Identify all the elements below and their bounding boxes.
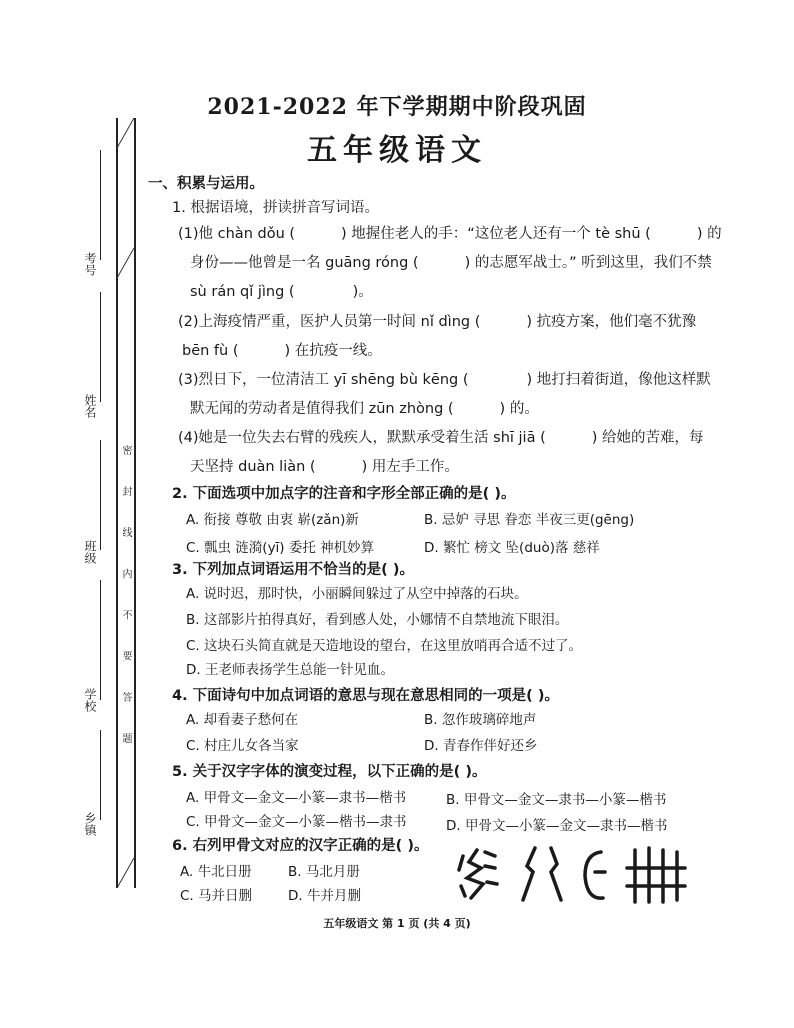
label-name: 姓名 — [83, 394, 97, 418]
q3-option-d[interactable]: D. 王老师表扬学生总能一针见血。 — [186, 662, 394, 678]
q5-option-d[interactable]: D. 甲骨文—小篆—金文—隶书—楷书 — [446, 818, 668, 834]
q2-option-d[interactable]: D. 繁忙 榜文 坠(duò)落 慈祥 — [424, 540, 600, 556]
field-township[interactable] — [100, 730, 101, 820]
q2-prompt: 2. 下面选项中加点字的注音和字形全部正确的是( )。 — [172, 486, 516, 502]
q4-option-a[interactable]: A. 却看妻子愁何在 — [186, 712, 299, 728]
page-footer: 五年级语文 第 1 页 (共 4 页) — [323, 917, 471, 930]
section-heading: 一、积累与运用。 — [148, 176, 264, 192]
q1-l6-a: (3)烈日下，一位清洁工 yī shēng bù kēng ( — [178, 372, 469, 388]
q5-option-b[interactable]: B. 甲骨文—金文—隶书—小篆—楷书 — [446, 792, 667, 808]
q1-l4-b: ) 抗疫方案，他们毫不犹豫 — [526, 314, 697, 330]
oracle-glyph-sun — [585, 852, 605, 898]
q1-l5-a: bēn fù ( — [182, 343, 239, 359]
q1-line-9 — [190, 455, 459, 476]
q2-option-c[interactable]: C. 瓢虫 涟漪(yī) 委托 神机妙算 — [186, 540, 375, 556]
label-class: 班级 — [83, 540, 97, 564]
q3-prompt: 3. 下列加点词语运用不恰当的是( )。 — [172, 562, 414, 578]
q4-option-c[interactable]: C. 村庄儿女各当家 — [186, 738, 299, 754]
q1-l8-b: ) 给她的苦难，每 — [591, 430, 704, 446]
q6-option-a[interactable]: A. 牛北日册 — [180, 864, 252, 880]
q1-l7-b: ) 的。 — [499, 401, 539, 417]
q1-l1-a: (1)他 chàn dǒu ( — [178, 226, 296, 242]
q3-option-b[interactable]: B. 这部影片拍得真好，看到感人处，小娜情不自禁地流下眼泪。 — [186, 612, 569, 628]
oracle-glyph-horse — [459, 850, 497, 898]
q1-l1-b: ) 地握住老人的手：“这位老人还有一个 tè shū ( — [341, 226, 651, 242]
q5-prompt: 5. 关于汉字字体的演变过程，以下正确的是( )。 — [172, 764, 487, 780]
q6-option-c[interactable]: C. 马并日删 — [180, 888, 253, 904]
q1-line-8 — [178, 426, 704, 447]
q1-line-6 — [178, 368, 711, 389]
q1-line-7 — [190, 397, 539, 418]
q2-option-b[interactable]: B. 忌妒 寻思 眷恋 半夜三更(gēng) — [424, 512, 635, 528]
q1-line-1 — [178, 222, 722, 243]
q3-option-c[interactable]: C. 这块石头简直就是天造地设的望台，在这里放哨再合适不过了。 — [186, 638, 583, 654]
q1-l8-a: (4)她是一位失去右臂的残疾人，默默承受着生活 shī jiā ( — [178, 430, 546, 446]
field-school[interactable] — [100, 580, 101, 700]
q1-l6-b: ) 地打扫着街道，像他这样默 — [526, 372, 711, 388]
q4-option-d[interactable]: D. 青春作伴好还乡 — [424, 738, 538, 754]
q6-option-d[interactable]: D. 牛并月删 — [288, 888, 361, 904]
q3-option-a[interactable]: A. 说时迟，那时快，小丽瞬间躲过了从空中掉落的石块。 — [186, 586, 528, 602]
q1-line-5 — [182, 339, 382, 360]
q1-l3-a: sù rán qǐ jìng ( — [190, 284, 295, 300]
oracle-glyph-north — [523, 848, 561, 900]
field-name[interactable] — [100, 292, 101, 402]
q4-prompt: 4. 下面诗句中加点词语的意思与现在意思相同的一项是( )。 — [172, 688, 559, 704]
label-township: 乡镇 — [83, 812, 97, 836]
q1-l7-a: 默无闻的劳动者是值得我们 zūn zhòng ( — [190, 401, 454, 417]
q5-option-a[interactable]: A. 甲骨文—金文—小篆—隶书—楷书 — [186, 790, 407, 806]
label-exam-number: 考号 — [83, 252, 97, 276]
field-class[interactable] — [100, 440, 101, 550]
label-school: 学校 — [83, 688, 97, 712]
q6-option-b[interactable]: B. 马北月册 — [288, 864, 360, 880]
q1-l4-a: (2)上海疫情严重，医护人员第一时间 nǐ dìng ( — [178, 314, 481, 330]
q4-option-b[interactable]: B. 忽作玻璃碎地声 — [424, 712, 537, 728]
q1-l5-b: ) 在抗疫一线。 — [284, 343, 382, 359]
q1-line-3 — [190, 280, 373, 301]
q1-l9-a: 天坚持 duàn liàn ( — [190, 459, 316, 475]
exam-title: 2021-2022 年下学期期中阶段巩固 — [207, 94, 587, 120]
q1-l3-b: )。 — [352, 284, 373, 300]
q1-line-2 — [190, 251, 712, 272]
q2-option-a[interactable]: A. 衔接 尊敬 由衷 崭(zǎn)新 — [186, 512, 359, 528]
q1-l2-a: 身份——他曾是一名 guāng róng ( — [190, 255, 419, 271]
q1-prompt: 1. 根据语境，拼读拼音写词语。 — [172, 200, 379, 216]
q1-l2-b: ) 的志愿军战士。” 听到这里，我们不禁 — [464, 255, 712, 271]
oracle-glyph-book — [627, 848, 685, 902]
q5-option-c[interactable]: C. 甲骨文—金文—小篆—楷书—隶书 — [186, 814, 407, 830]
seal-text: 密 封 线 内 不 要 答 题 — [120, 445, 131, 758]
q1-l9-b: ) 用左手工作。 — [361, 459, 459, 475]
q6-prompt: 6. 右列甲骨文对应的汉字正确的是( )。 — [172, 838, 429, 854]
oracle-bone-glyphs — [455, 842, 690, 910]
q1-l1-c: ) 的 — [696, 226, 722, 242]
q1-line-4 — [178, 310, 696, 331]
exam-subtitle: 五年级语文 — [307, 133, 487, 168]
